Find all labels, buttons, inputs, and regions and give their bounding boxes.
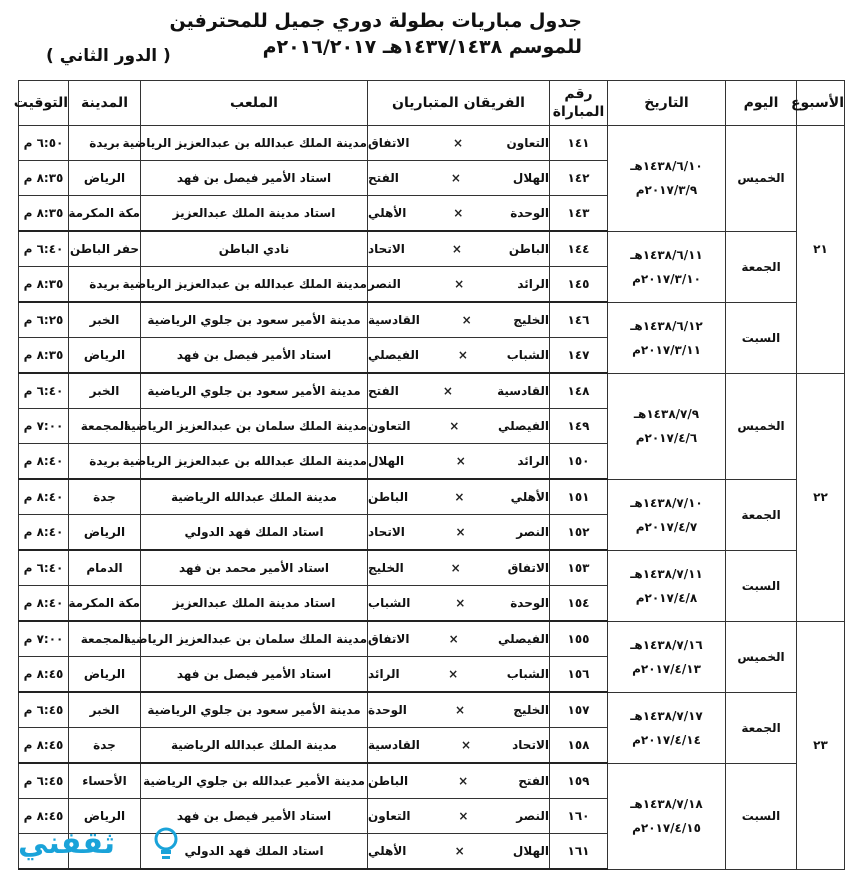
stadium: مدينة الأمير عبدالله بن جلوي الرياضية: [141, 763, 368, 799]
date-gregorian: ٢٠١٧/٣/٩م: [635, 183, 698, 198]
header-row: [19, 81, 845, 126]
away-team: الوحدة: [368, 703, 407, 717]
stadium: مدينة الأمير سعود بن جلوي الرياضية: [141, 373, 368, 409]
match-date: [608, 126, 726, 232]
home-team: الاتفاق: [507, 561, 549, 575]
away-team: الرائد: [368, 667, 400, 681]
match-number: ١٤٤: [550, 231, 608, 267]
kickoff-time: ٦:٤٥ م: [19, 763, 69, 799]
match-teams: [368, 373, 550, 409]
col-city: المدينة: [69, 81, 141, 126]
away-team: الاتفاق: [368, 136, 410, 150]
stadium: استاد الأمير فيصل بن فهد: [141, 161, 368, 196]
schedule-body: [19, 126, 845, 870]
away-team: الاتحاد: [368, 242, 405, 256]
match-teams: [368, 126, 550, 161]
match-date: [608, 479, 726, 550]
away-team: الفيصلي: [368, 348, 420, 362]
match-number: ١٥٤: [550, 586, 608, 622]
away-team: التعاون: [368, 419, 411, 433]
away-team: الباطن: [368, 490, 409, 504]
match-date: [608, 373, 726, 479]
day-name: الجمعة: [726, 479, 797, 550]
kickoff-time: ٨:٤٥ م: [19, 799, 69, 834]
vs-symbol: ×: [450, 171, 461, 185]
stadium: مدينة الأمير سعود بن جلوي الرياضية: [141, 302, 368, 338]
kickoff-time: ٨:٤٠ م: [19, 586, 69, 622]
kickoff-time: ٨:٤٥ م: [19, 657, 69, 693]
col-teams: الفريقان المتباريان: [368, 81, 550, 126]
vs-symbol: ×: [451, 242, 462, 256]
stadium: استاد الملك فهد الدولي: [141, 515, 368, 551]
stadium: مدينة الملك عبدالله بن عبدالعزيز الرياضية: [141, 267, 368, 303]
kickoff-time: ٦:٤٠ م: [19, 550, 69, 586]
col-week: الأسبوع: [797, 81, 845, 126]
match-teams: [368, 692, 550, 728]
stadium: استاد الأمير فيصل بن فهد: [141, 799, 368, 834]
match-date: [608, 763, 726, 869]
match-teams: [368, 444, 550, 480]
home-team: الرائد: [517, 277, 549, 291]
vs-symbol: ×: [449, 419, 460, 433]
table-row: [19, 126, 845, 161]
stadium: مدينة الأمير سعود بن جلوي الرياضية: [141, 692, 368, 728]
city: الخبر: [69, 692, 141, 728]
vs-symbol: ×: [455, 525, 466, 539]
match-date: [608, 621, 726, 692]
vs-symbol: ×: [455, 703, 466, 717]
stadium: مدينة الملك سلمان بن عبدالعزيز الرياضية: [141, 409, 368, 444]
kickoff-time: ٧:٠٠ م: [19, 621, 69, 657]
date-hijri: ١٤٣٨/٧/٩هـ: [633, 407, 700, 421]
date-hijri: ١٤٣٨/٧/١٠هـ: [630, 495, 703, 510]
stadium: مدينة الملك عبدالله الرياضية: [141, 728, 368, 764]
table-row: [19, 763, 845, 799]
city: الدمام: [69, 550, 141, 586]
kickoff-time: ٨:٤٠ م: [19, 479, 69, 515]
col-time: التوقيت: [19, 81, 69, 126]
kickoff-time: ٨:٣٥ م: [19, 161, 69, 196]
match-number: ١٤٣: [550, 196, 608, 232]
vs-symbol: ×: [460, 738, 472, 752]
match-number: ١٤٦: [550, 302, 608, 338]
day-name: الجمعة: [726, 692, 797, 763]
match-date: [608, 692, 726, 763]
season-subtitle: للموسم ١٤٣٧/١٤٣٨هـ ٢٠١٦/٢٠١٧م: [262, 36, 582, 58]
date-gregorian: ٢٠١٧/٤/١٤م: [632, 732, 701, 747]
vs-symbol: ×: [455, 454, 466, 468]
table-row: [19, 479, 845, 515]
match-teams: [368, 763, 550, 799]
round-label: ( الدور الثاني ): [46, 46, 171, 66]
vs-symbol: ×: [455, 596, 466, 610]
city: جدة: [69, 479, 141, 515]
city: الخبر: [69, 373, 141, 409]
match-number: ١٥٥: [550, 621, 608, 657]
col-match-number: رقم المباراة: [550, 81, 608, 126]
away-team: القادسية: [368, 313, 420, 327]
match-number: ١٦١: [550, 834, 608, 870]
vs-symbol: ×: [450, 561, 461, 575]
date-gregorian: ٢٠١٧/٤/٨م: [635, 590, 698, 605]
match-number: ١٥١: [550, 479, 608, 515]
date-gregorian: ٢٠١٧/٤/١٥م: [632, 821, 701, 835]
vs-symbol: ×: [453, 206, 464, 220]
day-name: الجمعة: [726, 231, 797, 302]
match-teams: [368, 338, 550, 374]
match-number: ١٥٠: [550, 444, 608, 480]
home-team: الوحدة: [510, 596, 549, 610]
away-team: الأهلي: [368, 844, 407, 858]
stadium: استاد الأمير فيصل بن فهد: [141, 338, 368, 374]
city: حفر الباطن: [69, 231, 141, 267]
home-team: الأهلي: [510, 490, 549, 504]
city: الرياض: [69, 338, 141, 374]
home-team: الخليج: [513, 703, 549, 717]
date-gregorian: ٢٠١٧/٤/٧م: [635, 519, 698, 534]
kickoff-time: ٨:٣٥ م: [19, 338, 69, 374]
away-team: الشباب: [368, 596, 411, 610]
home-team: الوحدة: [510, 206, 549, 220]
col-date: التاريخ: [608, 81, 726, 126]
vs-symbol: ×: [458, 774, 469, 788]
match-number: ١٤٧: [550, 338, 608, 374]
city: الأحساء: [69, 763, 141, 799]
home-team: الاتحاد: [512, 738, 549, 752]
home-team: النصر: [516, 525, 549, 539]
city: مكة المكرمة: [69, 196, 141, 232]
table-row: [19, 550, 845, 586]
date-hijri: ١٤٣٨/٧/١١هـ: [630, 566, 703, 581]
vs-symbol: ×: [452, 136, 463, 150]
week-number: ٢١: [797, 126, 845, 374]
date-gregorian: ٢٠١٧/٤/٦م: [635, 431, 698, 445]
stadium: استاد الأمير فيصل بن فهد: [141, 657, 368, 693]
stadium: استاد مدينة الملك عبدالعزيز: [141, 586, 368, 622]
stadium: نادي الباطن: [141, 231, 368, 267]
home-team: الفيصلي: [497, 419, 549, 433]
kickoff-time: ٦:٥٠ م: [19, 126, 69, 161]
match-teams: [368, 161, 550, 196]
match-teams: [368, 799, 550, 834]
city: جدة: [69, 728, 141, 764]
watermark-text: ثقفني: [18, 826, 116, 861]
vs-symbol: ×: [454, 490, 465, 504]
home-team: القادسية: [497, 384, 549, 398]
away-team: الهلال: [368, 454, 405, 468]
match-teams: [368, 196, 550, 232]
vs-symbol: ×: [454, 277, 465, 291]
schedule-table: [13, 80, 845, 870]
day-name: السبت: [726, 763, 797, 869]
match-teams: [368, 479, 550, 515]
home-team: الشباب: [506, 667, 549, 681]
table-row: [19, 373, 845, 409]
city: الرياض: [69, 515, 141, 551]
match-date: [608, 231, 726, 302]
kickoff-time: ٨:٤٠ م: [19, 515, 69, 551]
away-team: الاتفاق: [368, 632, 410, 646]
table-row: [19, 692, 845, 728]
match-teams: [368, 302, 550, 338]
date-gregorian: ٢٠١٧/٣/١٠م: [632, 271, 701, 286]
match-teams: [368, 550, 550, 586]
home-team: الفتح: [518, 774, 549, 788]
match-teams: [368, 834, 550, 870]
date-hijri: ١٤٣٨/٧/١٨هـ: [630, 797, 703, 811]
match-teams: [368, 267, 550, 303]
match-number: ١٥٩: [550, 763, 608, 799]
city: الرياض: [69, 799, 141, 834]
match-number: ١٤٩: [550, 409, 608, 444]
match-number: ١٤١: [550, 126, 608, 161]
date-hijri: ١٤٣٨/٦/١١هـ: [630, 247, 703, 262]
kickoff-time: ٨:٤٠ م: [19, 444, 69, 480]
kickoff-time: ٦:٤٥ م: [19, 692, 69, 728]
home-team: النصر: [516, 809, 549, 823]
away-team: الخليج: [368, 561, 404, 575]
date-hijri: ١٤٣٨/٧/١٦هـ: [630, 637, 703, 652]
match-number: ١٦٠: [550, 799, 608, 834]
match-number: ١٥٦: [550, 657, 608, 693]
match-number: ١٥٨: [550, 728, 608, 764]
vs-symbol: ×: [457, 348, 468, 362]
home-team: الرائد: [517, 454, 549, 468]
table-row: [19, 621, 845, 657]
away-team: النصر: [368, 277, 401, 291]
city: الخبر: [69, 302, 141, 338]
home-team: الشباب: [506, 348, 549, 362]
date-hijri: ١٤٣٨/٦/١٠هـ: [630, 159, 703, 174]
away-team: الاتحاد: [368, 525, 405, 539]
city: المجمعة: [69, 621, 141, 657]
day-name: الخميس: [726, 126, 797, 232]
match-date: [608, 302, 726, 373]
stadium: مدينة الملك عبدالله الرياضية: [141, 479, 368, 515]
city: بريدة: [69, 126, 141, 161]
day-name: الخميس: [726, 373, 797, 479]
away-team: الفتح: [368, 171, 399, 185]
date-gregorian: ٢٠١٧/٤/١٣م: [632, 661, 701, 676]
vs-symbol: ×: [442, 384, 453, 398]
city: المجمعة: [69, 409, 141, 444]
city: بريدة: [69, 267, 141, 303]
match-number: ١٥٢: [550, 515, 608, 551]
stadium: استاد مدينة الملك عبدالعزيز: [141, 196, 368, 232]
match-number: ١٥٧: [550, 692, 608, 728]
match-teams: [368, 728, 550, 764]
week-number: ٢٢: [797, 373, 845, 621]
match-number: ١٤٢: [550, 161, 608, 196]
stadium: مدينة الملك عبدالله بن عبدالعزيز الرياضية: [141, 126, 368, 161]
date-gregorian: ٢٠١٧/٣/١١م: [632, 342, 701, 357]
kickoff-time: ٨:٣٥ م: [19, 196, 69, 232]
away-team: الباطن: [368, 774, 409, 788]
home-team: الهلال: [512, 171, 549, 185]
home-team: الفيصلي: [497, 632, 549, 646]
away-team: التعاون: [368, 809, 411, 823]
match-teams: [368, 657, 550, 693]
away-team: الفتح: [368, 384, 399, 398]
home-team: التعاون: [506, 136, 549, 150]
col-stadium: الملعب: [141, 81, 368, 126]
lightbulb-icon: [152, 826, 180, 864]
table-row: [19, 302, 845, 338]
day-name: السبت: [726, 550, 797, 621]
home-team: الباطن: [508, 242, 549, 256]
match-number: ١٥٣: [550, 550, 608, 586]
match-teams: [368, 586, 550, 622]
match-teams: [368, 231, 550, 267]
stadium: مدينة الملك عبدالله بن عبدالعزيز الرياضية: [141, 444, 368, 480]
table-row: [19, 231, 845, 267]
home-team: الهلال: [512, 844, 549, 858]
stadium: مدينة الملك سلمان بن عبدالعزيز الرياضية: [141, 621, 368, 657]
away-team: القادسية: [368, 738, 420, 752]
vs-symbol: ×: [461, 313, 472, 327]
kickoff-time: ٦:٢٥ م: [19, 302, 69, 338]
city: الرياض: [69, 161, 141, 196]
vs-symbol: ×: [448, 632, 459, 646]
col-day: اليوم: [726, 81, 797, 126]
city: بريدة: [69, 444, 141, 480]
week-number: ٢٣: [797, 621, 845, 869]
match-teams: [368, 621, 550, 657]
city: مكة المكرمة: [69, 586, 141, 622]
match-teams: [368, 515, 550, 551]
away-team: الأهلي: [368, 206, 407, 220]
home-team: الخليج: [513, 313, 549, 327]
kickoff-time: ٧:٠٠ م: [19, 409, 69, 444]
kickoff-time: ٨:٤٥ م: [19, 728, 69, 764]
page-title: جدول مباريات بطولة دوري جميل للمحترفين: [169, 10, 582, 32]
match-number: ١٤٨: [550, 373, 608, 409]
match-teams: [368, 409, 550, 444]
city: الرياض: [69, 657, 141, 693]
stadium: استاد الأمير محمد بن فهد: [141, 550, 368, 586]
match-date: [608, 550, 726, 621]
vs-symbol: ×: [458, 809, 469, 823]
kickoff-time: ٨:٣٥ م: [19, 267, 69, 303]
day-name: الخميس: [726, 621, 797, 692]
stadium: استاد الملك فهد الدولي: [141, 834, 368, 870]
vs-symbol: ×: [454, 844, 465, 858]
vs-symbol: ×: [448, 667, 459, 681]
date-hijri: ١٤٣٨/٧/١٧هـ: [630, 708, 703, 723]
kickoff-time: ٦:٤٠ م: [19, 373, 69, 409]
day-name: السبت: [726, 302, 797, 373]
date-hijri: ١٤٣٨/٦/١٢هـ: [630, 318, 703, 333]
kickoff-time: ٦:٤٠ م: [19, 231, 69, 267]
match-number: ١٤٥: [550, 267, 608, 303]
